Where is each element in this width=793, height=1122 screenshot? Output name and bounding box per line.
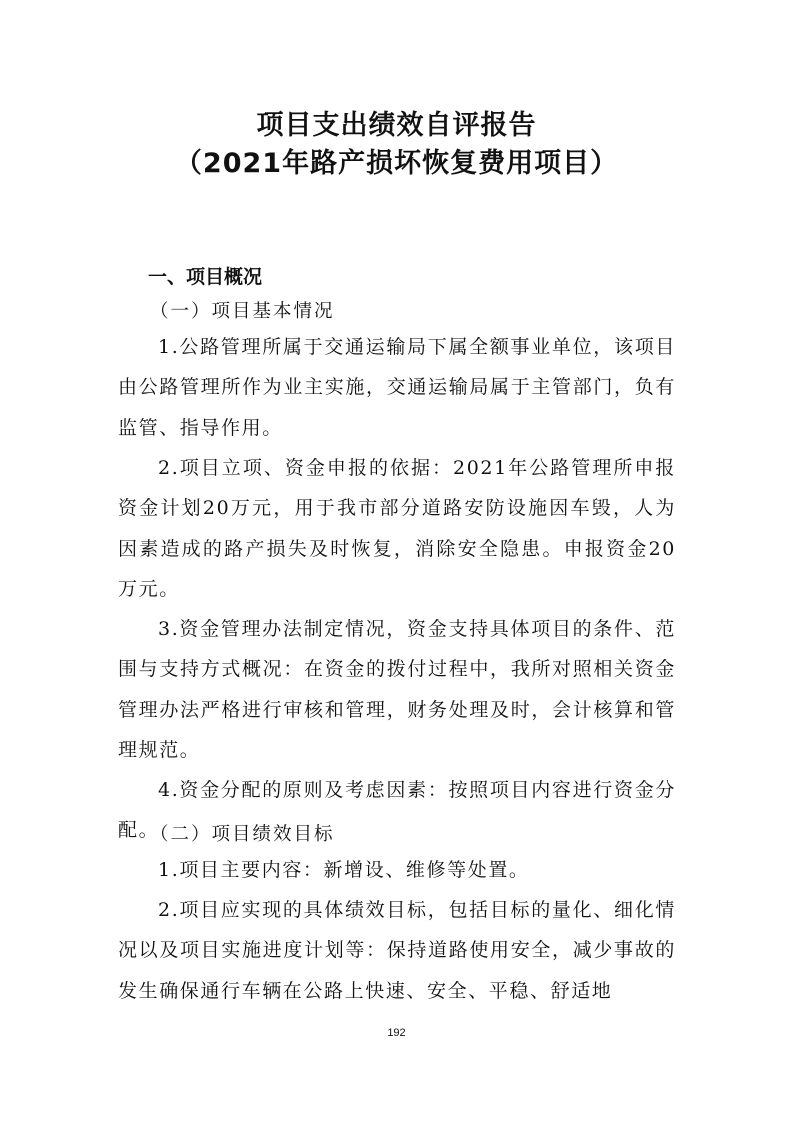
- paragraph-5: 1.项目主要内容：新增设、维修等处置。: [158, 859, 530, 881]
- subsection-heading-performance-goals: （二）项目绩效目标: [150, 824, 335, 845]
- paragraph-1: 1.公路管理所属于交通运输局下属全额事业单位，该项目由公路管理所作为业主实施，交通运输局属于主管部门，负有监管、指导作用。: [118, 336, 676, 439]
- subsection-heading-basic-info: （一）项目基本情况: [150, 301, 335, 322]
- paragraph-3: 3.资金管理办法制定情况，资金支持具体项目的条件、范围与支持方式概况：在资金的拨付过程中，我所对照相关资金管理办法严格进行审核和管理，财务处理及时，会计核算和管理规范。: [118, 618, 676, 761]
- page-number: 192: [387, 1027, 406, 1039]
- paragraph-2: 2.项目立项、资金申报的依据：2021年公路管理所申报资金计划20万元，用于我市部分道路安防设施因车毁，人为因素造成的路产损失及时恢复，消除安全隐患。申报资金20万元。: [118, 457, 676, 600]
- document-subtitle: （2021年路产损坏恢复费用项目）: [174, 148, 619, 179]
- document-title: 项目支出绩效自评报告: [256, 110, 537, 141]
- paragraph-4: 4.资金分配的原则及考虑因素：按照项目内容进行资金分配。: [118, 779, 676, 842]
- section-heading-overview: 一、项目概况: [148, 266, 263, 288]
- paragraph-6: 2.项目应实现的具体绩效目标，包括目标的量化、细化情况以及项目实施进度计划等：保持道路使用安全，减少事故的发生确保通行车辆在公路上快速、安全、平稳、舒适地: [118, 899, 676, 1002]
